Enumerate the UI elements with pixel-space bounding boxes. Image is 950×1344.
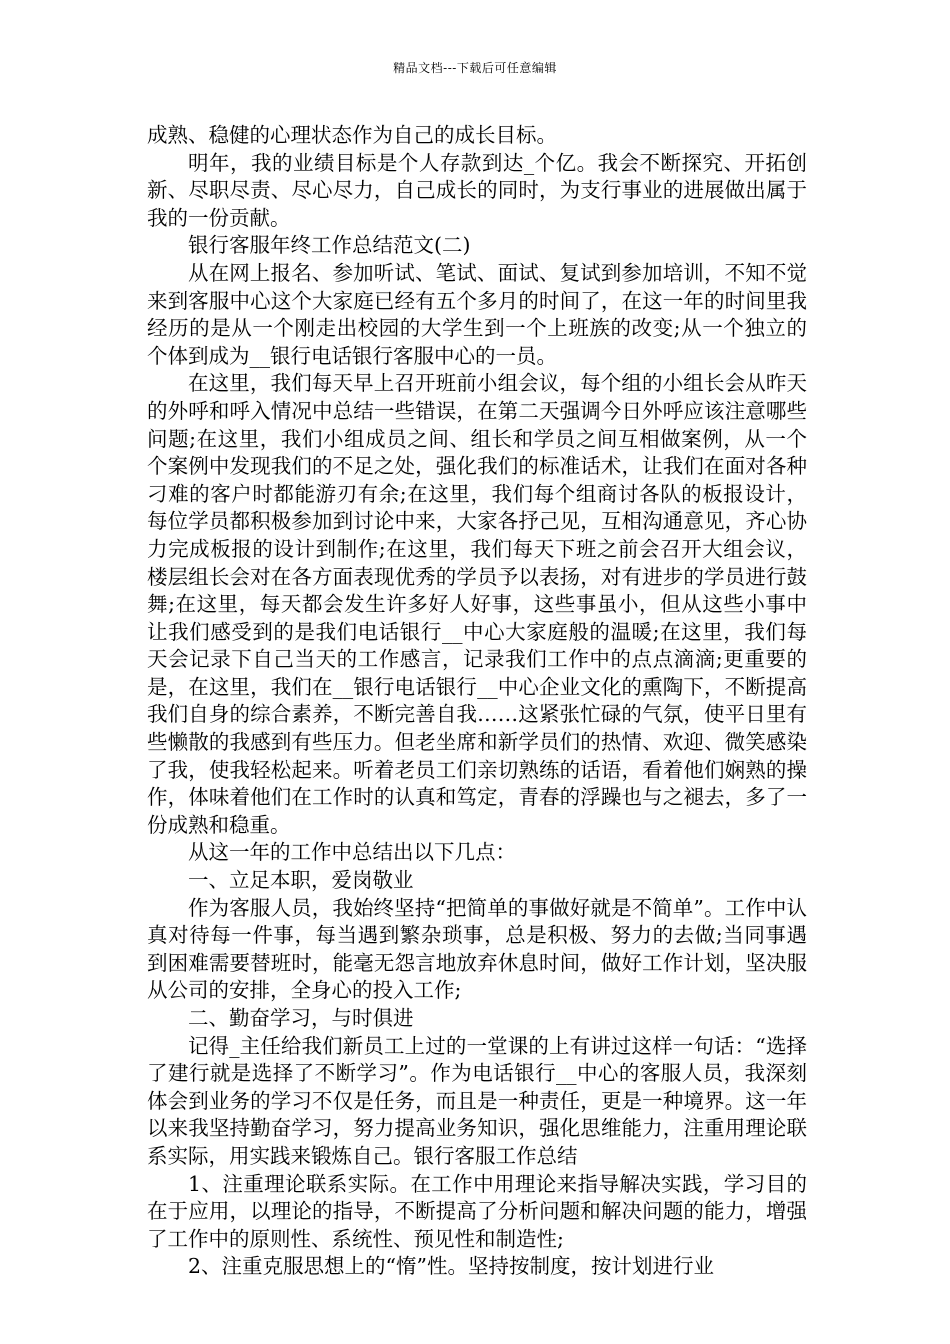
paragraph: 从在网上报名、参加听试、笔试、面试、复试到参加培训，不知不觉来到客服中心这个大家庭已经有五个多月的时间了，在这一年的时间里我经历的是从一个刚走出校园的大学生到一个上班族的改变;从一个独立的个体到成为__银行电话银行客服中心的一员。 — [147, 260, 807, 368]
paragraph: 记得_主任给我们新员工上过的一堂课的上有讲过这样一句话：“选择了建行就是选择了不断学习”。作为电话银行__中心的客服人员，我深刻体会到业务的学习不仅是任务，而且是一种责任，更是一种境界。这一年以来我坚持勤奋学习，努力提高业务知识，强化思维能力，注重用理论联系实际，用实践来锻炼自己。银行客服工作总结 — [147, 1033, 807, 1168]
subheading: 一、立足本职，爱岗敬业 — [188, 868, 414, 893]
page-header: 精品文档---下载后可任意编辑 — [393, 61, 557, 75]
document-body — [147, 122, 807, 1281]
paragraph: 从这一年的工作中总结出以下几点： — [188, 840, 516, 865]
paragraph: 在这里，我们每天早上召开班前小组会议，每个组的小组长会从昨天的外呼和呼入情况中总结一些错误，在第二天强调今日外呼应该注意哪些问题;在这里，我们小组成员之间、组长和学员之间互相做案例，从一个个案例中发现我们的不足之处，强化我们的标准话术，让我们在面对各种刁难的客户时都能游刃有余;在这里，我们每个组商讨各队的板报设计，每位学员都积极参加到讨论中来，大家各抒己见，互相沟通意见，齐心协力完成板报的设计到制作;在这里，我们每天下班之前会召开大组会议，楼层组长会对在各方面表现优秀的学员予以表扬，对有进步的学员进行鼓舞;在这里，每天都会发生许多好人好事，这些事虽小，但从这些小事中让我们感受到的是我们电话银行__中心大家庭般的温暖;在这里，我们每天会记录下自己当天的工作感言，记录我们工作中的点点滴滴;更重要的是，在这里，我们在__银行电话银行__中心企业文化的熏陶下，不断提高我们自身的综合素养，不断完善自我……这紧张忙碌的气氛，使平日里有些懒散的我感到有些压力。但老坐席和新学员们的热情、欢迎、微笑感染了我，使我轻松起来。听着老员工们亲切熟练的话语，看着他们娴熟的操作，体味着他们在工作时的认真和笃定，青春的浮躁也与之褪去，多了一份成熟和稳重。 — [147, 371, 807, 837]
paragraph: 成熟、稳健的心理状态作为自己的成长目标。 — [147, 123, 557, 147]
list-item: 1、注重理论联系实际。在工作中用理论来指导解决实践，学习目的在于应用，以理论的指导，不断提高了分析问题和解决问题的能力，增强了工作中的原则性、系统性、预见性和制造性; — [147, 1171, 807, 1251]
section-title: 银行客服年终工作总结范文(二) — [188, 233, 471, 258]
list-item: 2、注重克服思想上的“惰”性。坚持按制度，按计划进行业 — [188, 1254, 715, 1279]
paragraph: 作为客服人员，我始终坚持“把简单的事做好就是不简单”。工作中认真对待每一件事，每当遇到繁杂琐事，总是积极、努力的去做;当同事遇到困难需要替班时，能毫无怨言地放弃休息时间，做好工作计划，坚决服从公司的安排，全身心的投入工作; — [147, 895, 807, 1003]
subheading: 二、勤奋学习，与时俱进 — [188, 1006, 414, 1030]
paragraph: 明年，我的业绩目标是个人存款到达_个亿。我会不断探究、开拓创新、尽职尽责、尽心尽力，自己成长的同时，为支行事业的进展做出属于我的一份贡献。 — [147, 150, 807, 230]
